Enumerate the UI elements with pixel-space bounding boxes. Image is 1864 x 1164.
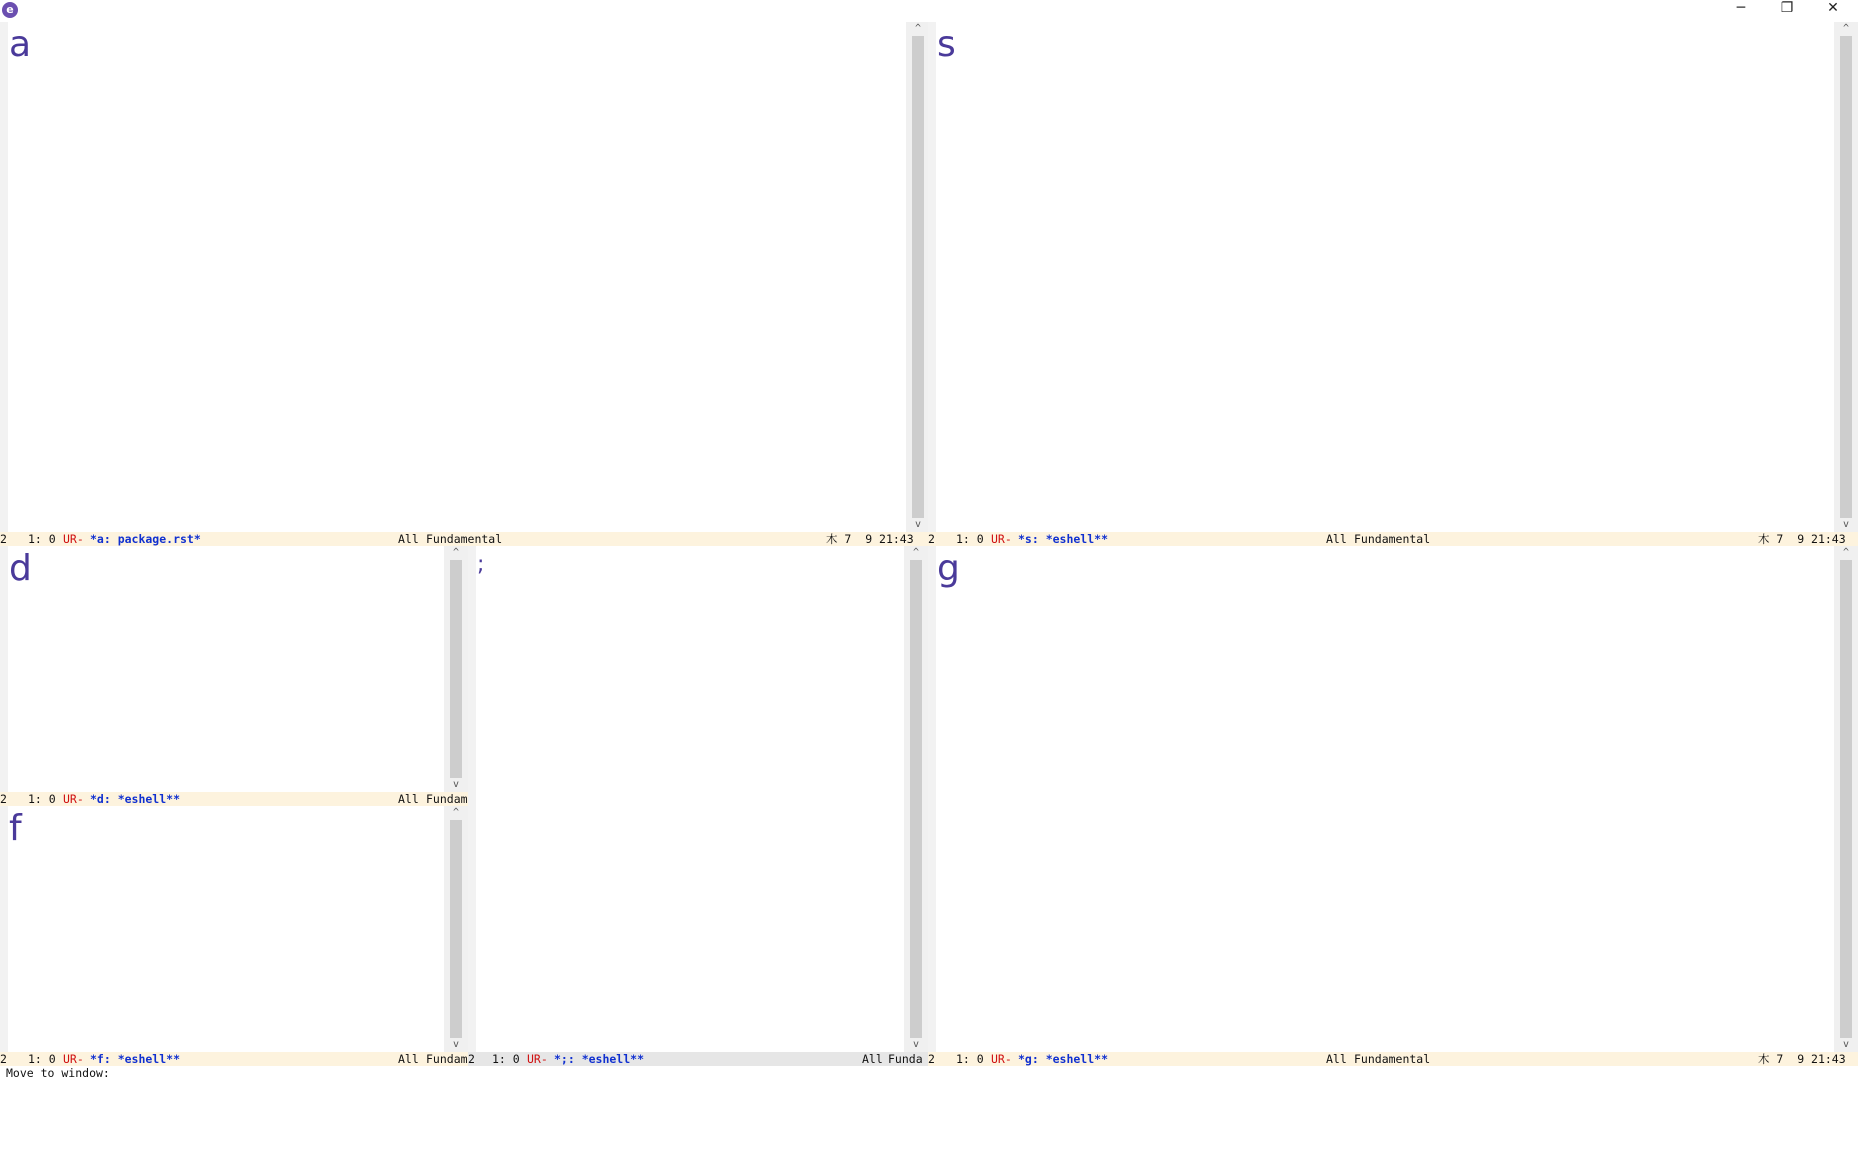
scrollbar-semicolon[interactable] bbox=[904, 546, 928, 1052]
clock: 木 7 9 21:43 bbox=[826, 532, 914, 546]
frame-number: 2 bbox=[0, 792, 7, 806]
close-button[interactable]: ✕ bbox=[1827, 0, 1839, 16]
window-g[interactable] bbox=[928, 546, 1858, 1052]
window-f[interactable] bbox=[0, 806, 468, 1052]
scroll-up-arrow-icon[interactable]: ^ bbox=[452, 807, 460, 818]
scroll-down-arrow-icon[interactable]: v bbox=[1842, 1039, 1850, 1050]
left-fringe bbox=[0, 22, 8, 532]
frame-number: 2 bbox=[0, 532, 7, 546]
scrollbar-d[interactable] bbox=[444, 546, 468, 792]
scroll-down-arrow-icon[interactable]: v bbox=[914, 519, 922, 530]
clock: 木 7 9 21:43 bbox=[1758, 1052, 1846, 1066]
window-semicolon[interactable] bbox=[468, 546, 928, 1052]
left-fringe bbox=[468, 546, 476, 1052]
window-d[interactable] bbox=[0, 546, 468, 792]
mode-line-s[interactable] bbox=[928, 532, 1858, 546]
scrollbar-s[interactable] bbox=[1834, 22, 1858, 532]
buffer-name[interactable]: *s: *eshell** bbox=[1018, 532, 1109, 546]
scroll-up-arrow-icon[interactable]: ^ bbox=[914, 23, 922, 34]
mode-line-g[interactable] bbox=[928, 1052, 1858, 1066]
buffer-status: UR- bbox=[63, 1052, 84, 1066]
clock: 木 7 9 21:43 bbox=[1758, 532, 1846, 546]
cursor-position: 1: 0 bbox=[28, 792, 56, 806]
minibuffer-prompt: Move to window: bbox=[6, 1066, 110, 1080]
scroll-thumb[interactable] bbox=[450, 560, 462, 778]
scrollbar-a[interactable] bbox=[906, 22, 930, 532]
frame-number: 2 bbox=[928, 532, 935, 546]
frame-number: 2 bbox=[468, 1052, 475, 1066]
scroll-scope: All bbox=[398, 532, 419, 546]
window-a[interactable] bbox=[0, 22, 922, 532]
buffer-name[interactable]: *f: *eshell** bbox=[90, 1052, 181, 1066]
buffer-status: UR- bbox=[991, 532, 1012, 546]
mode-line-semicolon[interactable] bbox=[468, 1052, 928, 1066]
scroll-up-arrow-icon[interactable]: ^ bbox=[1842, 23, 1850, 34]
scrollbar-f[interactable] bbox=[444, 806, 468, 1052]
emacs-app-icon: e bbox=[2, 2, 18, 18]
major-mode[interactable]: Funda bbox=[888, 1052, 923, 1066]
window-label-semicolon: ; bbox=[477, 552, 485, 577]
cursor-position: 1: 0 bbox=[956, 532, 984, 546]
scroll-down-arrow-icon[interactable]: v bbox=[452, 1039, 460, 1050]
cursor-position: 1: 0 bbox=[956, 1052, 984, 1066]
major-mode[interactable]: Fundamental bbox=[1354, 532, 1431, 546]
buffer-status: UR- bbox=[63, 532, 84, 546]
cursor-position: 1: 0 bbox=[492, 1052, 520, 1066]
scroll-thumb[interactable] bbox=[910, 560, 922, 1038]
scroll-thumb[interactable] bbox=[1840, 36, 1852, 518]
scroll-up-arrow-icon[interactable]: ^ bbox=[452, 547, 460, 558]
major-mode[interactable]: Fundam bbox=[426, 1052, 468, 1066]
window-s[interactable] bbox=[928, 22, 1858, 532]
minibuffer[interactable] bbox=[0, 1066, 1864, 1080]
scrollbar-g[interactable] bbox=[1834, 546, 1858, 1052]
left-fringe bbox=[928, 546, 936, 1052]
mode-line-d[interactable] bbox=[0, 792, 468, 806]
buffer-name[interactable]: *a: package.rst* bbox=[90, 532, 201, 546]
scroll-thumb[interactable] bbox=[1840, 560, 1852, 1038]
buffer-status: UR- bbox=[527, 1052, 548, 1066]
buffer-name[interactable]: *;: *eshell** bbox=[554, 1052, 645, 1066]
window-label-d: d bbox=[9, 548, 32, 589]
major-mode[interactable]: Fundamental bbox=[426, 532, 503, 546]
buffer-name[interactable]: *g: *eshell** bbox=[1018, 1052, 1109, 1066]
frame-number: 2 bbox=[928, 1052, 935, 1066]
left-fringe bbox=[0, 806, 8, 1052]
frame-number: 2 bbox=[0, 1052, 7, 1066]
scroll-thumb[interactable] bbox=[912, 36, 924, 518]
minimize-button[interactable]: ─ bbox=[1736, 0, 1746, 16]
window-label-a: a bbox=[9, 24, 32, 65]
scroll-up-arrow-icon[interactable]: ^ bbox=[1842, 547, 1850, 558]
cursor-position: 1: 0 bbox=[28, 1052, 56, 1066]
scroll-down-arrow-icon[interactable]: v bbox=[912, 1039, 920, 1050]
scroll-scope: All bbox=[1326, 532, 1347, 546]
buffer-status: UR- bbox=[991, 1052, 1012, 1066]
window-label-g: g bbox=[937, 548, 960, 589]
scroll-thumb[interactable] bbox=[450, 820, 462, 1038]
major-mode[interactable]: Fundam bbox=[426, 792, 468, 806]
window-label-f: f bbox=[9, 808, 22, 849]
buffer-status: UR- bbox=[63, 792, 84, 806]
left-fringe bbox=[0, 546, 8, 792]
mode-line-a[interactable] bbox=[0, 532, 928, 546]
title-bar bbox=[0, 0, 1858, 22]
scroll-up-arrow-icon[interactable]: ^ bbox=[912, 547, 920, 558]
major-mode[interactable]: Fundamental bbox=[1354, 1052, 1431, 1066]
left-fringe bbox=[928, 22, 936, 532]
scroll-scope: All bbox=[398, 1052, 419, 1066]
scroll-down-arrow-icon[interactable]: v bbox=[1842, 519, 1850, 530]
scroll-scope: All bbox=[862, 1052, 883, 1066]
buffer-name[interactable]: *d: *eshell** bbox=[90, 792, 181, 806]
scroll-down-arrow-icon[interactable]: v bbox=[452, 779, 460, 790]
window-label-s: s bbox=[937, 24, 956, 65]
scroll-scope: All bbox=[398, 792, 419, 806]
restore-button[interactable]: ❐ bbox=[1780, 0, 1794, 16]
mode-line-f[interactable] bbox=[0, 1052, 468, 1066]
cursor-position: 1: 0 bbox=[28, 532, 56, 546]
scroll-scope: All bbox=[1326, 1052, 1347, 1066]
